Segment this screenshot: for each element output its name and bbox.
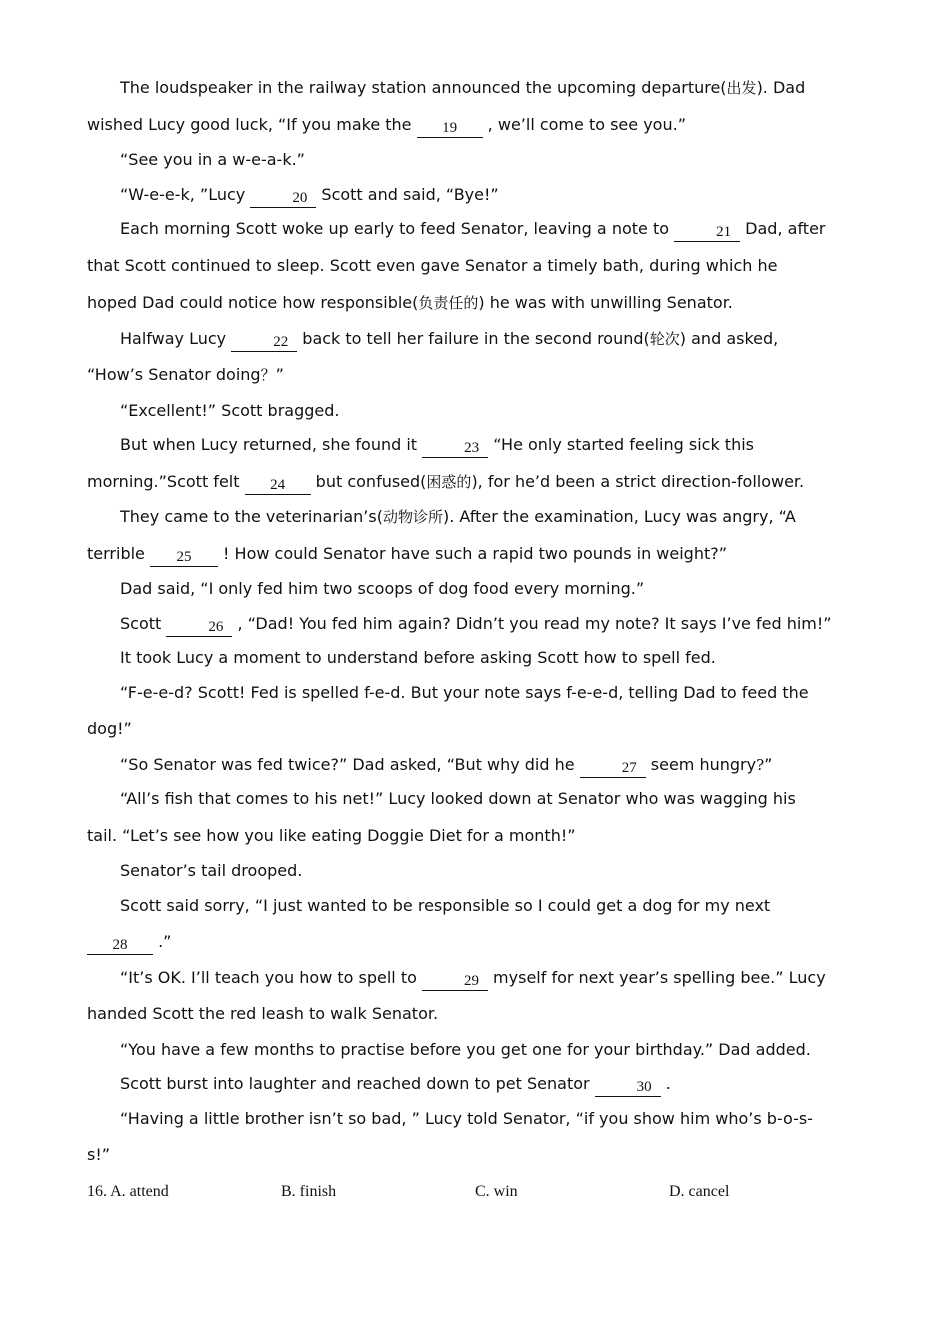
paragraph-7: But when Lucy returned, she found it 23 “He only started feeling sick this morning.”Scott felt 24 but confused(困惑的), for he’d been a strict direction-follower. <box>87 435 805 493</box>
paragraph-15: Senator’s tail drooped. <box>120 861 303 880</box>
paragraph-14: “All’s fish that comes to his net!” Lucy looked down at Senator who was wagging his tail. “Let’s see how you like eating Doggie Diet for a month!” <box>87 789 796 845</box>
paragraph-1: The loudspeaker in the railway station announced the upcoming departure(出发). Dad wished Lucy good luck, “If you make the 19 , we’ll come to see you.” <box>87 78 806 136</box>
answer-blank-24[interactable]: 24 <box>245 476 311 495</box>
paragraph-12: “F-e-e-d? Scott! Fed is spelled f-e-d. But your note says f-e-e-d, telling Dad to feed the dog!” <box>87 682 809 738</box>
paragraph-11: It took Lucy a moment to understand before asking Scott how to spell fed. <box>120 648 716 667</box>
paragraph-19: Scott burst into laughter and reached down to pet Senator 30 . <box>120 1074 671 1095</box>
answer-blank-25[interactable]: 25 <box>150 548 218 567</box>
option-a[interactable]: 16. A. attend <box>87 1183 169 1200</box>
answer-blank-26[interactable]: 26 <box>166 618 232 637</box>
question-16-options <box>87 1183 877 1205</box>
answer-blank-27[interactable]: 27 <box>580 759 646 778</box>
paragraph-16: Scott said sorry, “I just wanted to be responsible so I could get a dog for my next 28 .” <box>87 889 877 961</box>
paragraph-2: “See you in a w-e-a-k.” <box>120 150 305 169</box>
paragraph-20: “Having a little brother isn’t so bad, ” Lucy told Senator, “if you show him who’s b-o-s- s!” <box>87 1108 813 1164</box>
answer-blank-20[interactable]: 20 <box>250 189 316 208</box>
paragraph-4: Each morning Scott woke up early to feed Senator, leaving a note to 21 Dad, after that Scott continued to sleep. Scott even gave Senator a timely bath, during which he hoped Dad could notice how responsible(负责任的) he was with unwilling Senator. <box>87 219 826 312</box>
paragraph-9: Dad said, “I only fed him two scoops of dog food every morning.” <box>120 579 645 598</box>
paragraph-17: “It’s OK. I’ll teach you how to spell to 29 myself for next year’s spelling bee.” Lucy handed Scott the red leash to walk Senator. <box>87 967 826 1023</box>
paragraph-6: “Excellent!” Scott bragged. <box>120 400 340 420</box>
answer-blank-29[interactable]: 29 <box>422 972 488 991</box>
answer-blank-19[interactable]: 19 <box>417 119 483 138</box>
paragraph-8: They came to the veterinarian’s(动物诊所). After the examination, Lucy was angry, “A terrible 25 ! How could Senator have such a rapid two pounds in weight?” <box>87 507 796 565</box>
option-c[interactable]: C. win <box>475 1183 518 1200</box>
paragraph-13: “So Senator was fed twice?” Dad asked, “But why did he 27 seem hungry?” <box>120 754 773 776</box>
option-d[interactable]: D. cancel <box>669 1183 730 1200</box>
answer-blank-30[interactable]: 30 <box>595 1078 661 1097</box>
paragraph-10: Scott 26 , “Dad! You fed him again? Didn’t you read my note? It says I’ve fed him!” <box>120 613 832 635</box>
answer-blank-21[interactable]: 21 <box>674 223 740 242</box>
answer-blank-28[interactable]: 28 <box>87 936 153 955</box>
option-b[interactable]: B. finish <box>281 1183 337 1200</box>
question-number: 16. <box>87 1183 107 1200</box>
answer-blank-22[interactable]: 22 <box>231 333 297 352</box>
story-passage <box>87 71 877 1174</box>
paragraph-3: “W-e-e-k, ”Lucy 20 Scott and said, “Bye!” <box>120 184 499 206</box>
paragraph-5: Halfway Lucy 22 back to tell her failure in the second round(轮次) and asked, “How’s Senator doing？” <box>87 328 779 384</box>
answer-blank-23[interactable]: 23 <box>422 439 488 458</box>
paragraph-18: “You have a few months to practise before you get one for your birthday.” Dad added. <box>120 1039 811 1059</box>
